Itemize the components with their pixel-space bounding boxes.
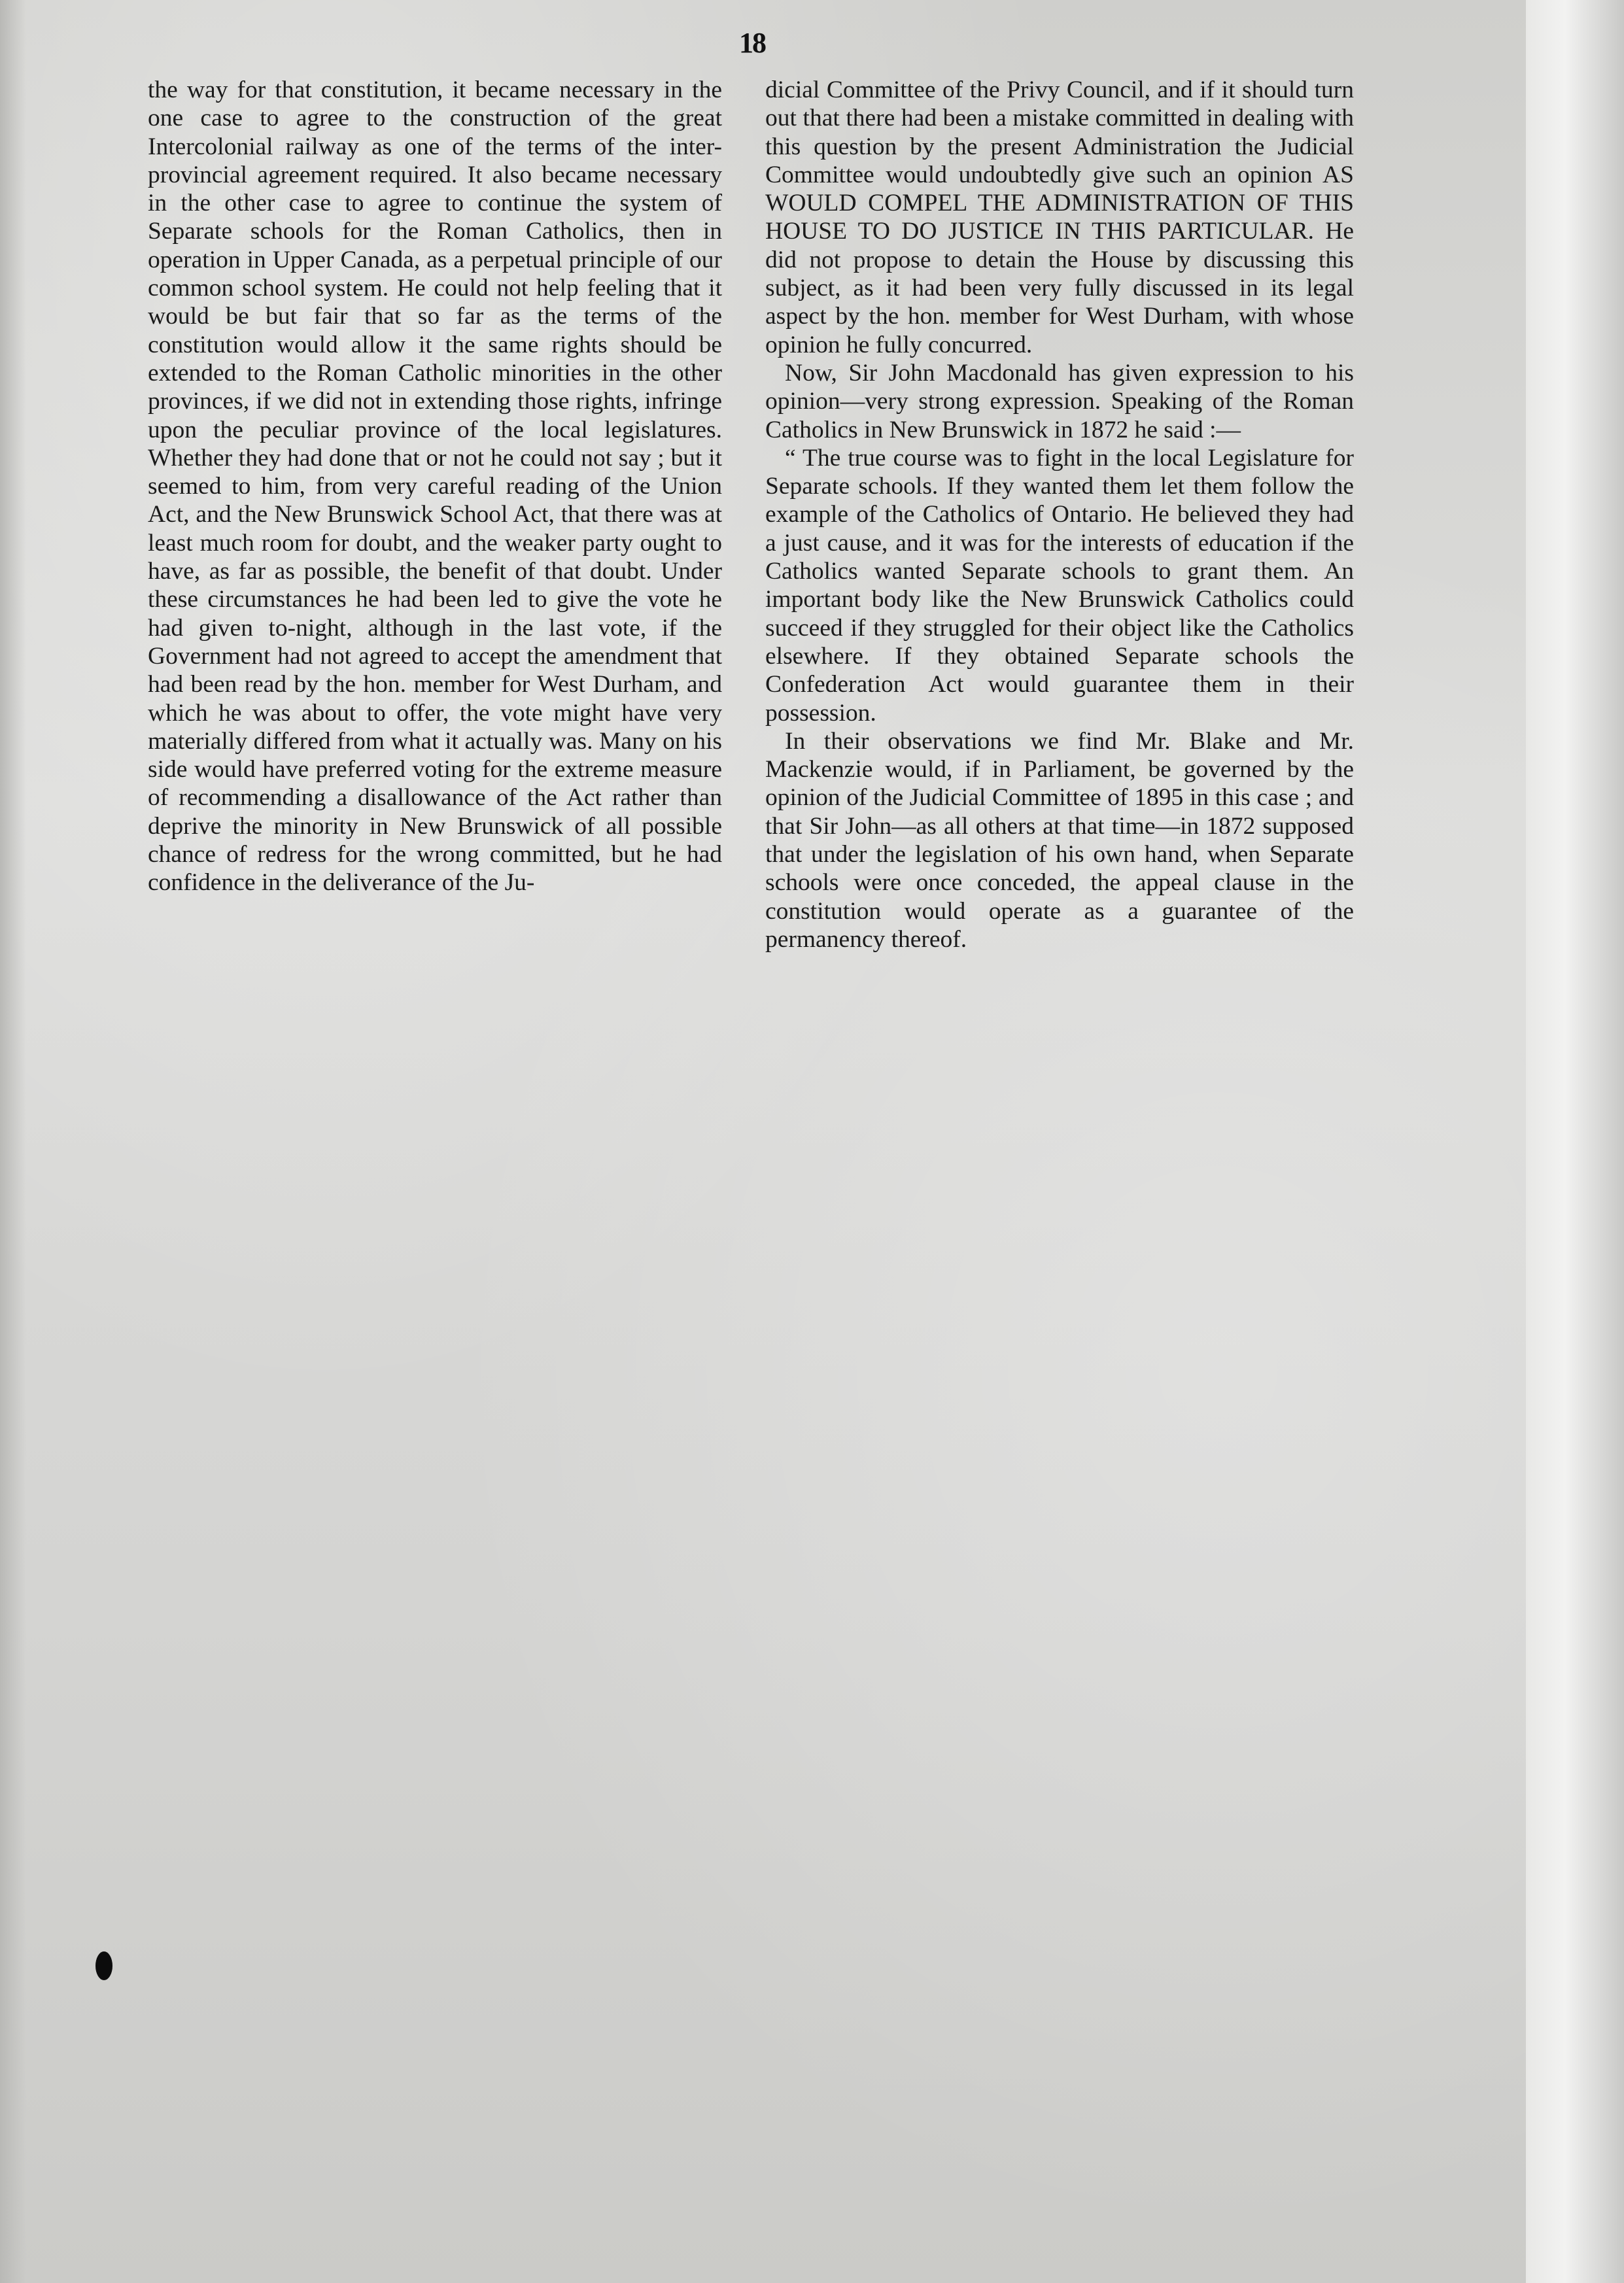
right-paragraph-4: In their observations we find Mr. Blake and Mr. Mackenzie would, if in Parliament, be governed by the opinion of the Judicial Committee of 1895 in this case ; and that Sir John—as all others at that time—in 1872 supposed that under the legislation of his own hand, when Separate schools were once conceded, the appeal clause in the constitution would operate as a guarantee of the permanency thereof. bbox=[765, 727, 1354, 953]
page-number: 18 bbox=[739, 27, 765, 59]
page-edge-shadow bbox=[0, 0, 26, 2283]
left-paragraph-1: the way for that constitution, it became necessary in the one case to agree to the construction of the great Intercolonial railway as one of the terms of the inter-provincial agreement required. It also became necessary in the other case to agree to continue the system of Separate schools for the Roman Catholics, then in operation in Upper Canada, as a perpetual principle of our common school system. He could not help feeling that it would be but fair that so far as the terms of the constitution would allow it the same rights should be extended to the Roman Catholic minorities in the other provinces, if we did not in extending those rights, infringe upon the peculiar province of the local legislatures. Whether they had done that or not he could not say ; but it seemed to him, from very careful reading of the Union Act, and the New Brunswick School Act, that there was at least much room for doubt, and the weaker party ought to have, as far as possible, the benefit of that doubt. Under these circumstances he had been led to give the vote he had given to-night, although in the last vote, if the Government had not agreed to accept the amendment that had been read by the hon. member for West Durham, and which he was about to offer, the vote might have very materially differed from what it actually was. Many on his side would have preferred voting for the extreme measure of recommending a disallowance of the Act rather than deprive the minority in New Brunswick of all possible chance of redress for the wrong committed, but he had confidence in the deliverance of the Ju- bbox=[148, 77, 722, 897]
text-column-left bbox=[148, 76, 722, 897]
right-paragraph-1: dicial Committee of the Privy Council, and if it should turn out that there had been a mistake committed in dealing with this question by the present Administration the Judicial Committee would undoubtedly give such an opinion AS WOULD COMPEL THE ADMINISTRATION OF THIS HOUSE TO DO JUSTICE IN THIS PARTICULAR. He did not propose to detain the House by discussing this subject, as it had been very fully discussed in its legal aspect by the hon. member for West Durham, with whose opinion he fully concurred. bbox=[765, 77, 1354, 358]
text-column-right bbox=[765, 76, 1354, 953]
ink-blot-mark bbox=[95, 1951, 112, 1980]
right-paragraph-2: Now, Sir John Macdonald has given expression to his opinion—very strong expression. Speaking of the Roman Catholics in New Brunswick in 1872 he said :— bbox=[765, 359, 1354, 443]
right-paragraph-3-quote: “ The true course was to fight in the local Legislature for Separate schools. If they wanted them let them follow the example of the Catholics of Ontario. He believed they had a just cause, and it was for the interests of education if the Catholics wanted Separate schools to grant them. An important body like the New Brunswick Catholics could succeed if they struggled for their object like the Catholics elsewhere. If they obtained Separate schools the Confederation Act would guarantee them in their possession. bbox=[765, 444, 1354, 727]
page-margin-strip bbox=[1526, 0, 1624, 2283]
